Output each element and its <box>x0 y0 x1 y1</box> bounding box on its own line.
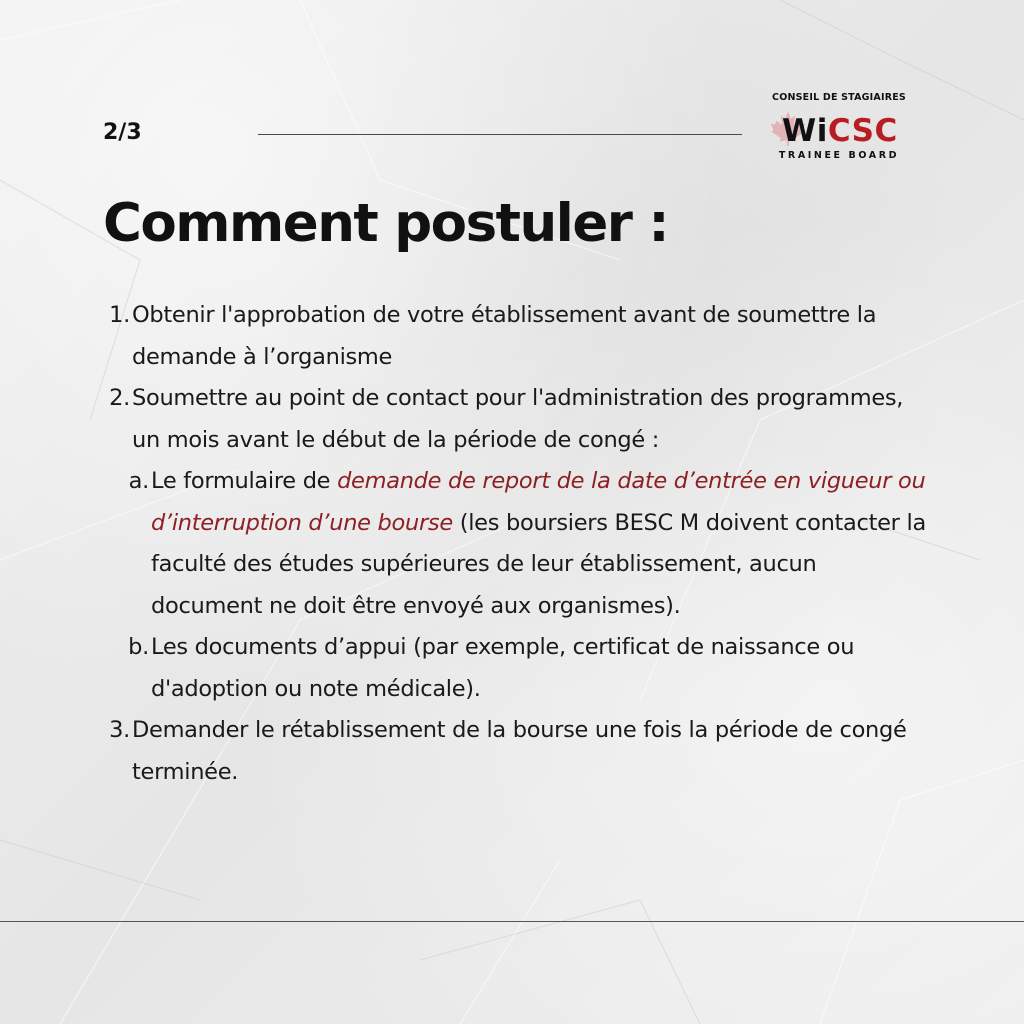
list-item-text: Obtenir l'approbation de votre établissement avant de soumettre la demande à l’organisme <box>132 302 877 370</box>
form-link[interactable]: demande de report de la date d’entrée en vigueur ou d’interruption d’une bourse <box>151 468 926 536</box>
sub-list-marker: b. <box>128 634 149 660</box>
logo-top-text: CONSEIL DE STAGIAIRES <box>772 92 906 103</box>
sub-list-item <box>122 461 930 627</box>
steps-list <box>100 295 930 793</box>
page-indicator: 2/3 <box>103 120 142 145</box>
logo-wordmark-text <box>782 113 898 149</box>
sub-list-marker: a. <box>128 468 149 494</box>
wicsc-logo <box>768 92 910 164</box>
logo-wordmark-red: CSC <box>827 113 898 149</box>
sub-item-text-after: (les boursiers BESC M doivent contacter la faculté des études supérieures de leur établissement, aucun document ne doit être envoyé aux organismes). <box>151 509 926 619</box>
list-marker: 3. <box>109 717 130 743</box>
header-divider <box>258 134 742 135</box>
list-item-text: Demander le rétablissement de la bourse une fois la période de congé terminée. <box>132 717 907 785</box>
list-item <box>100 710 930 793</box>
list-item <box>100 378 930 461</box>
sub-item-text-before: Le formulaire de <box>151 468 338 494</box>
page-title: Comment postuler : <box>103 193 669 254</box>
logo-bottom-text: TRAINEE BOARD <box>778 150 900 161</box>
logo-wordmark <box>768 102 910 149</box>
sub-list-item <box>122 627 930 710</box>
list-marker: 2. <box>109 385 130 411</box>
list-marker: 1. <box>109 302 130 328</box>
sub-list-item-text <box>151 461 930 627</box>
list-item-text: Soumettre au point de contact pour l'administration des programmes, un mois avant le début de la période de congé : <box>132 385 904 453</box>
footer-divider <box>0 921 1024 922</box>
logo-wordmark-dark: Wi <box>782 113 828 149</box>
sub-list-item-text: Les documents d’appui (par exemple, certificat de naissance ou d'adoption ou note médicale). <box>151 634 855 702</box>
list-item <box>100 295 930 378</box>
